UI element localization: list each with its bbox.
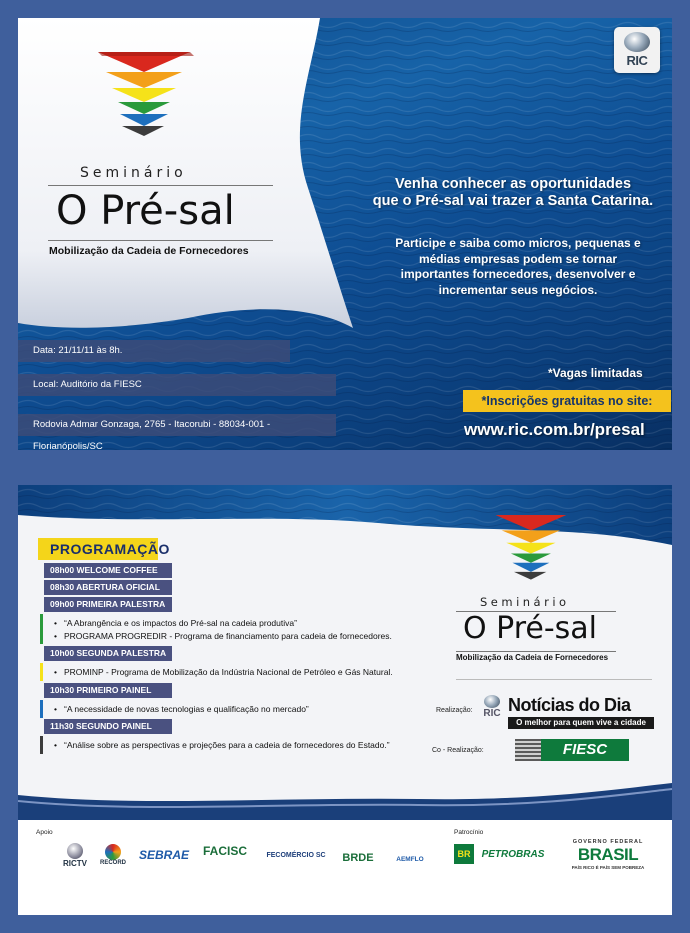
slot-abertura-oficial: 08h30 ABERTURA OFICIAL [44,580,172,595]
body-line-2: médias empresas podem se tornar [418,251,618,266]
date-bar: Data: 21/11/11 às 8h. [18,340,290,362]
br-logo: BR [454,844,474,864]
address-bar: Rodovia Admar Gonzaga, 2765 - Itacorubi - 88034-001 - Florianópolis/SC [18,414,336,436]
rictv-logo [56,840,94,870]
top-card [18,18,672,450]
slot-segundo-painel: 11h30 SEGUNDO PAINEL [44,719,172,734]
color-marker [40,614,43,644]
bottom-card [18,485,672,915]
governo-federal-logo [562,834,654,874]
event-subtitle: Mobilização da Cadeia de Fornecedores [456,653,609,662]
slot-primeiro-painel: 10h30 PRIMEIRO PAINEL [44,683,172,698]
list-item: • PROGRAMA PROGREDIR - Programa de financiamento para cadeia de fornecedores. [54,630,424,643]
patrocinio-label: Patrocínio [454,829,484,836]
co-realizacao-label: Co - Realização: [432,747,484,754]
fiesc-mark-icon [515,739,541,761]
record-text: RECORD [99,860,126,866]
rictv-text: RICTV [63,858,87,868]
aemflo-logo: AEMFLO [396,855,424,863]
slot-welcome-coffee: 08h00 WELCOME COFFEE [44,563,172,578]
pyramid-logo [494,515,574,595]
subtitle-rule [48,240,273,241]
body-line-1: Participe e saiba como micros, pequenas e [395,236,641,250]
body-line-3: importantes fornecedores, desenvolver e [400,267,636,281]
segundo-painel-items [44,736,424,756]
primeira-palestra-items [44,614,424,646]
record-globe-icon [105,844,121,860]
ric-logo-text: RIC [483,708,501,719]
petrobras-logo: PETROBRAS [481,848,545,860]
fiesc-logo [515,739,629,761]
divider [456,679,652,680]
bottom-wave-band [18,775,672,825]
local-bar: Local: Auditório da FIESC [18,374,336,396]
subtitle-rule [456,651,616,652]
pyramid-logo [98,52,198,156]
gov-label: GOVERNO FEDERAL [572,838,644,845]
color-marker [40,736,43,754]
color-marker [40,700,43,718]
brde-logo: BRDE [342,852,374,864]
program-list [44,563,424,756]
color-marker [40,663,43,681]
inscricoes-banner: *Inscrições gratuitas no site: [463,390,671,412]
list-item: • “A necessidade de novas tecnologias e qualificação no mercado” [54,703,424,716]
headline [358,176,668,210]
record-logo [94,840,132,870]
programacao-badge: PROGRAMAÇÃO [38,538,158,560]
ric-logo-text: RIC [626,53,648,68]
nd-title: Notícias do Dia [508,695,631,715]
event-subtitle: Mobilização da Cadeia de Fornecedores [49,245,249,257]
globe-icon [484,695,500,708]
ric-logo [614,27,660,73]
facisc-logo: FACISC [202,844,247,858]
sponsor-strip [18,820,672,915]
body-line-4: incrementar seus negócios. [438,282,598,297]
primeiro-painel-items [44,700,424,720]
sebrae-logo: SEBRAE [138,848,189,862]
slot-segunda-palestra: 10h00 SEGUNDA PALESTRA [44,646,172,661]
list-item: • “Análise sobre as perspectivas e projeções para a cadeia de fornecedores do Estado.” [54,739,424,752]
fiesc-text: FIESC [541,739,629,761]
headline-line-2: que o Pré-sal vai trazer a Santa Catarina. [372,193,654,209]
vagas-note: *Vagas limitadas [548,366,643,380]
segunda-palestra-items [44,663,424,683]
brasil-slogan: PAÍS RICO É PAÍS SEM POBREZA [571,864,645,870]
list-item: • “A Abrangência e os impactos do Pré-sal na cadeia produtiva” [54,617,424,630]
site-url[interactable]: www.ric.com.br/presal [464,420,645,439]
brasil-wordmark: BRASIL [577,844,639,864]
seminario-label: Seminário [480,595,570,609]
apoio-label: Apoio [36,829,53,836]
title-rule [48,185,273,186]
fecomercio-logo: FECOMÉRCIO SC [266,851,326,859]
list-item: • PROMINP - Programa de Mobilização da Indústria Nacional de Petróleo e Gás Natural. [54,666,424,679]
noticias-do-dia-logo [508,695,654,729]
globe-icon [624,32,650,52]
headline-line-1: Venha conhecer as oportunidades [394,176,632,192]
nd-slogan: O melhor para quem vive a cidade [508,717,654,729]
realizacao-label: Realização: [436,707,473,714]
ric-logo [480,695,504,725]
event-title: O Pré-sal [56,188,235,234]
body-text [368,236,668,298]
slot-primeira-palestra: 09h00 PRIMEIRA PALESTRA [44,597,172,612]
event-title: O Pré-sal [463,611,598,646]
rictv-globe-icon [67,843,83,859]
seminario-label: Seminário [80,165,187,181]
